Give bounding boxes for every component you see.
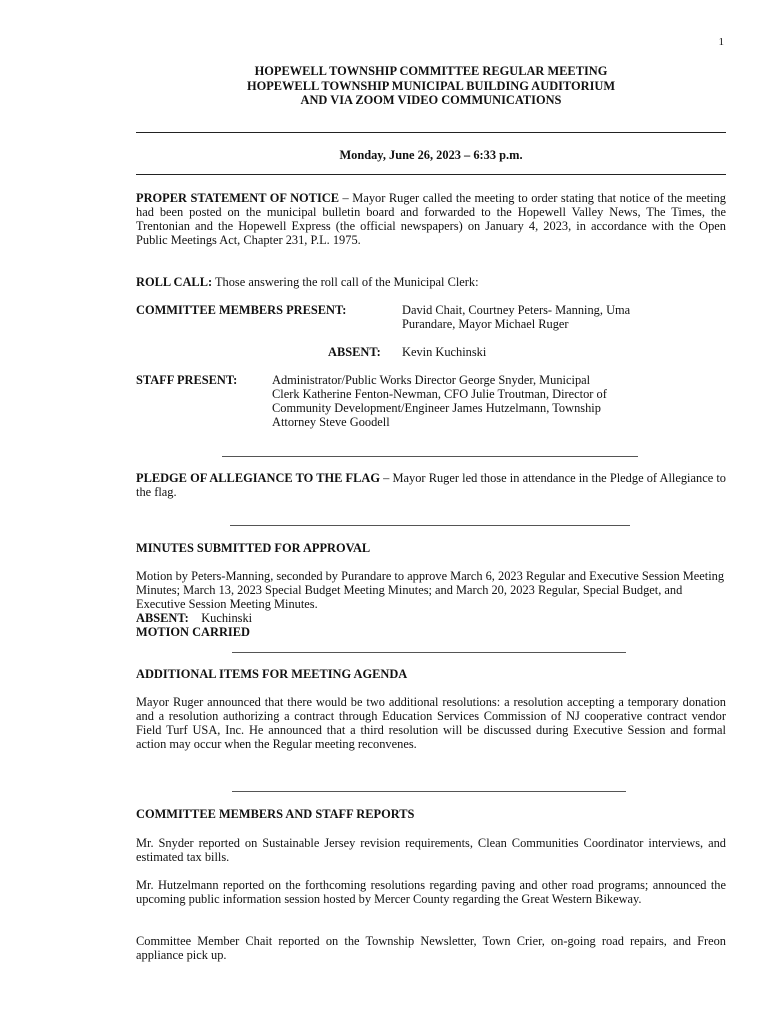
roll-call-text: Those answering the roll call of the Municipal Clerk: [212, 275, 479, 289]
staff-present-line-3: Community Development/Engineer James Hutzelmann, Township [272, 401, 601, 415]
divider-top [136, 132, 726, 133]
header-line-1: HOPEWELL TOWNSHIP COMMITTEE REGULAR MEETING [254, 64, 608, 78]
minutes-absent-label: ABSENT: [136, 611, 189, 625]
minutes-result: MOTION CARRIED [136, 625, 250, 639]
document-header [136, 64, 726, 108]
notice-text: – Mayor Ruger called the meeting to order stating that notice of the meeting had been posted on the municipal bulletin board and forwarded to the Hopewell Valley News, The Times, the Trentonian and the Hopewell Express (the official newspapers) on January 4, 2023, in accordance with the Open Public Meetings Act, Chapter 231, P.L. 1975. [136, 191, 726, 247]
divider-1 [222, 456, 638, 457]
roll-call [136, 275, 726, 289]
reports-paragraph-3: Committee Member Chait reported on the Township Newsletter, Town Crier, on-going road repairs, and Freon appliance pick up. [136, 934, 726, 962]
members-present-label: COMMITTEE MEMBERS PRESENT: [136, 303, 347, 317]
additional-items-text: Mayor Ruger announced that there would be two additional resolutions: a resolution accepting a temporary donation and a resolution authorizing a contract through Education Services Commission of NJ cooperative contract vendor Field Turf USA, Inc. He announced that a third resolution will be discussed during Executive Session and formal action may occur when the Regular meeting reconvenes. [136, 695, 726, 751]
notice-paragraph [136, 191, 726, 247]
absent-value: Kevin Kuchinski [402, 345, 487, 359]
staff-present-line-4: Attorney Steve Goodell [272, 415, 390, 429]
notice-heading: PROPER STATEMENT OF NOTICE [136, 191, 339, 205]
divider-2 [230, 525, 630, 526]
absent-label: ABSENT: [328, 345, 381, 359]
divider-date [136, 174, 726, 175]
pledge-heading: PLEDGE OF ALLEGIANCE TO THE FLAG [136, 471, 380, 485]
minutes-absent-row [136, 611, 726, 625]
minutes-motion: Motion by Peters-Manning, seconded by Purandare to approve March 6, 2023 Regular and Executive Session Meeting Minutes; March 13, 2023 Special Budget Meeting Minutes; and March 20, 2023 Regular, Special Budget, and Executive Session Meeting Minutes. [136, 569, 725, 611]
members-present-line-2: Purandare, Mayor Michael Ruger [402, 317, 569, 331]
page-number: 1 [718, 36, 724, 48]
roll-call-heading: ROLL CALL: [136, 275, 213, 289]
divider-4 [232, 791, 626, 792]
pledge-paragraph [136, 471, 726, 499]
reports-paragraph-2: Mr. Hutzelmann reported on the forthcoming resolutions regarding paving and other road programs; announced the upcoming public information session hosted by Mercer County regarding the Great Western Bikeway. [136, 878, 726, 906]
minutes-absent-value: Kuchinski [201, 611, 253, 625]
reports-heading: COMMITTEE MEMBERS AND STAFF REPORTS [136, 807, 415, 821]
staff-present-line-1: Administrator/Public Works Director George Snyder, Municipal [272, 373, 591, 387]
meeting-date: Monday, June 26, 2023 – 6:33 p.m. [339, 148, 523, 162]
members-present-line-1: David Chait, Courtney Peters- Manning, Uma [402, 303, 631, 317]
divider-3 [232, 652, 626, 653]
header-line-2: HOPEWELL TOWNSHIP MUNICIPAL BUILDING AUDITORIUM [246, 78, 616, 93]
reports-paragraph-1: Mr. Snyder reported on Sustainable Jersey revision requirements, Clean Communities Coordinator interviews, and estimated tax bills. [136, 836, 726, 864]
pledge-text: – Mayor Ruger led those in attendance in the Pledge of Allegiance to the flag. [136, 471, 727, 499]
header-line-3: AND VIA ZOOM VIDEO COMMUNICATIONS [300, 93, 562, 107]
minutes-heading: MINUTES SUBMITTED FOR APPROVAL [136, 541, 371, 555]
additional-items-heading: ADDITIONAL ITEMS FOR MEETING AGENDA [136, 667, 408, 681]
staff-present-label: STAFF PRESENT: [136, 373, 238, 387]
staff-present-line-2: Clerk Katherine Fenton-Newman, CFO Julie Troutman, Director of [272, 387, 607, 401]
